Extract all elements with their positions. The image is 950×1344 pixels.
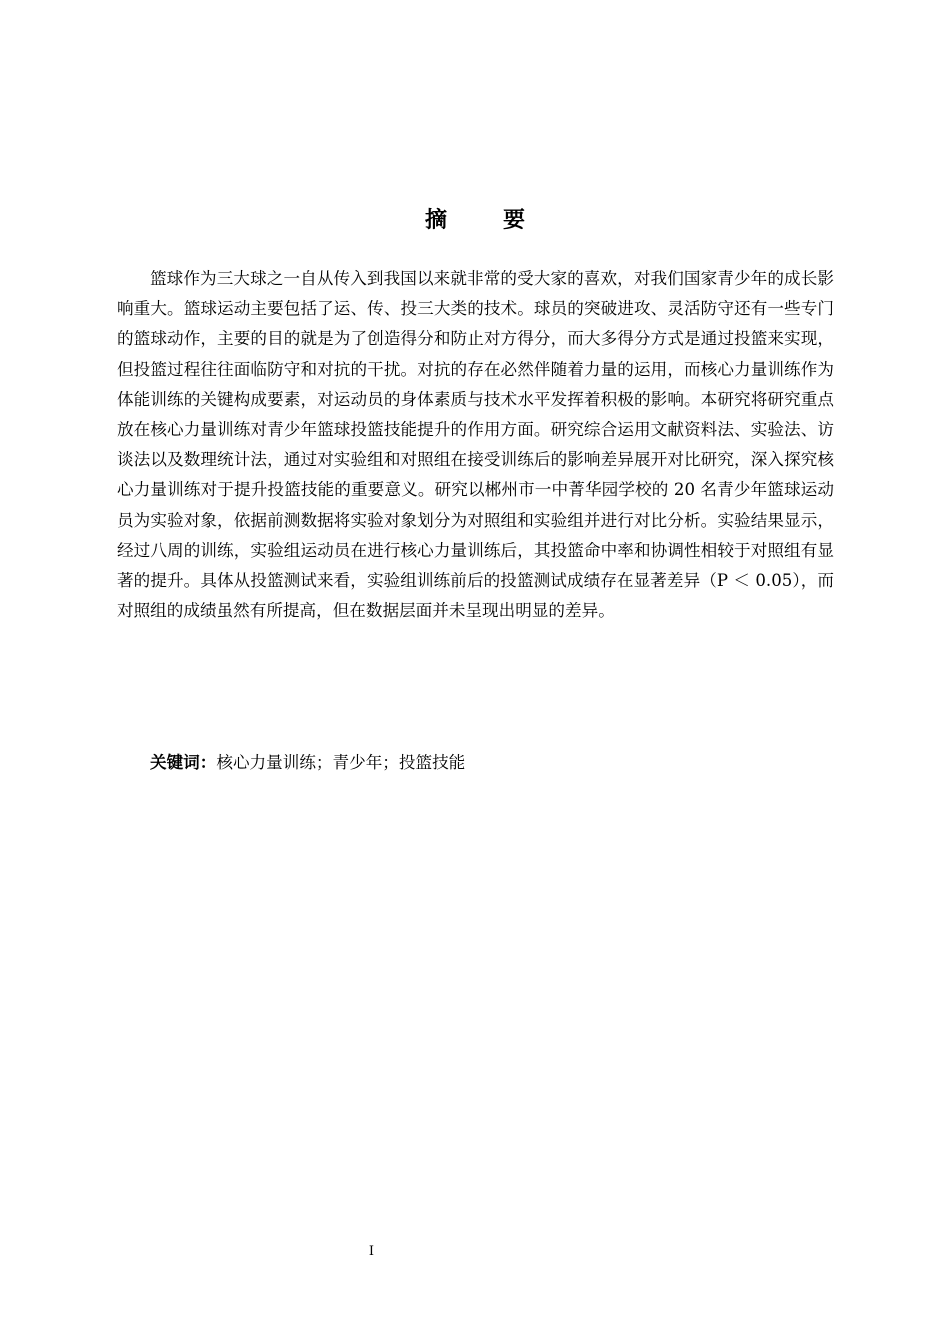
keywords-line [150,748,465,778]
abstract-body: 篮球作为三大球之一自从传入到我国以来就非常的受大家的喜欢，对我们国家青少年的成长影响重大。篮球运动主要包括了运、传、投三大类的技术。球员的突破进攻、灵活防守还有一些专门的篮球动作，主要的目的就是为了创造得分和防止对方得分，而大多得分方式是通过投篮来实现，但投篮过程往往面临防守和对抗的干扰。对抗的存在必然伴随着力量的运用，而核心力量训练作为体能训练的关键构成要素，对运动员的身体素质与技术水平发挥着积极的影响。本研究将研究重点放在核心力量训练对青少年篮球投篮技能提升的作用方面。研究综合运用文献资料法、实验法、访谈法以及数理统计法，通过对实验组和对照组在接受训练后的影响差异展开对比研究，深入探究核心力量训练对于提升投篮技能的重要意义。研究以郴州市一中菁华园学校的 20 名青少年篮球运动员为实验对象，依据前测数据将实验对象划分为对照组和实验组并进行对比分析。实验结果显示，经过八周的训练，实验组运动员在进行核心力量训练后，其投篮命中率和协调性相较于对照组有显著的提升。具体从投篮测试来看，实验组训练前后的投篮测试成绩存在显著差异（P ＜ 0.05），而对照组的成绩虽然有所提高，但在数据层面并未呈现出明显的差异。 [117,269,834,621]
keywords-text: 核心力量训练；青少年；投篮技能 [216,753,466,772]
page-number: I [368,1244,375,1259]
keywords-label: 关键词： [150,753,217,772]
abstract-title: 摘要 [424,207,581,233]
